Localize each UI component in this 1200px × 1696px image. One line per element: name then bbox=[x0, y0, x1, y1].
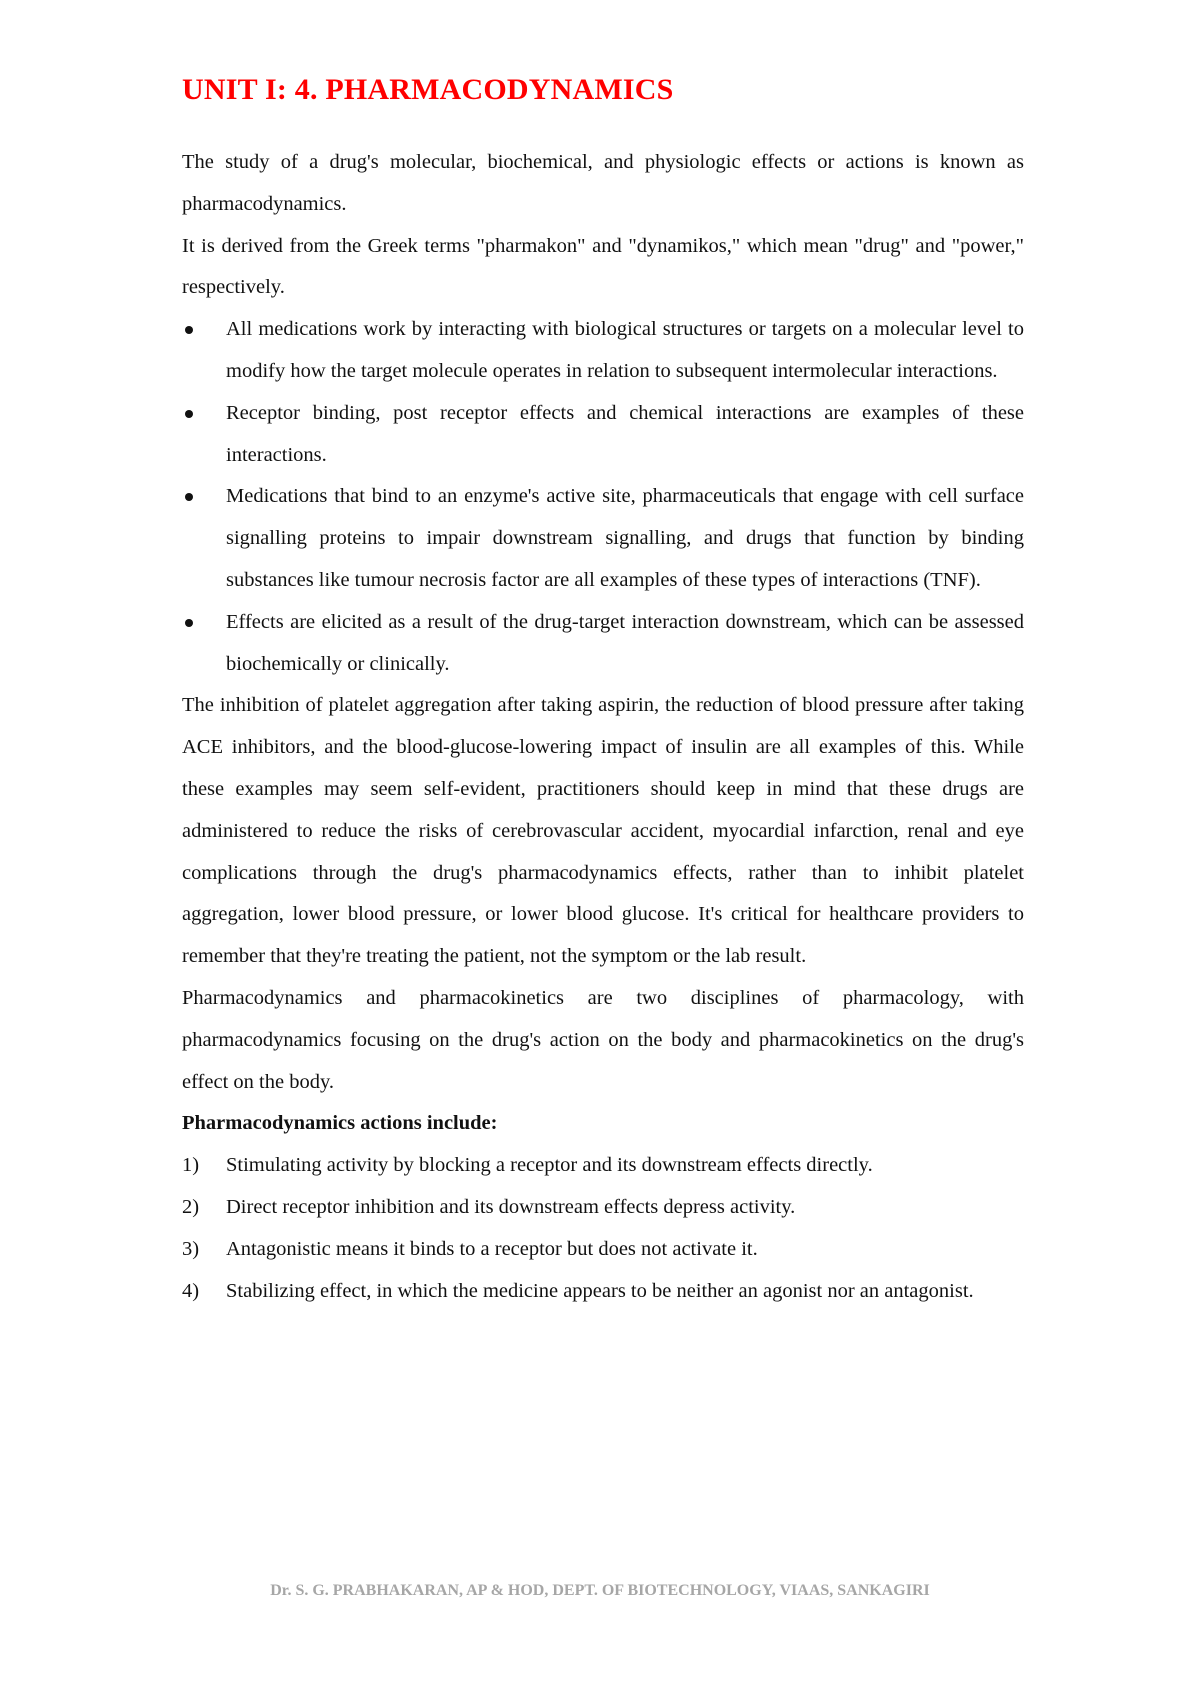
intro-paragraph: It is derived from the Greek terms "pharmakon" and "dynamikos," which mean "drug" and "power," respectively. bbox=[182, 234, 1024, 299]
bullet-list bbox=[182, 309, 1024, 685]
bullet-icon bbox=[185, 326, 193, 334]
list-number: 4) bbox=[182, 1279, 200, 1302]
list-item-text: Medications that bind to an enzyme's active site, pharmaceuticals that engage with cell surface signalling proteins to impair downstream signalling, and drugs that function by binding substances like tumour necrosis factor are all examples of these types of interactions (TNF). bbox=[226, 485, 1024, 591]
section-heading: Pharmacodynamics actions include: bbox=[182, 1112, 498, 1135]
list-item bbox=[182, 393, 1024, 477]
list-number: 2) bbox=[182, 1195, 200, 1218]
list-item bbox=[182, 309, 1024, 393]
list-item bbox=[182, 1187, 1024, 1229]
list-item-text: Antagonistic means it binds to a receptor but does not activate it. bbox=[226, 1237, 758, 1260]
list-item bbox=[182, 476, 1024, 601]
page-footer: Dr. S. G. PRABHAKARAN, AP & HOD, DEPT. OF BIOTECHNOLOGY, VIAAS, SANKAGIRI bbox=[270, 1582, 930, 1599]
list-item bbox=[182, 602, 1024, 686]
list-number: 3) bbox=[182, 1237, 200, 1260]
list-item-text: Effects are elicited as a result of the drug-target interaction downstream, which can be assessed biochemically or clinically. bbox=[226, 610, 1024, 675]
list-item-text: All medications work by interacting with biological structures or targets on a molecular level to modify how the target molecule operates in relation to subsequent intermolecular interactions. bbox=[226, 318, 1024, 382]
page-title: UNIT I: 4. PHARMACODYNAMICS bbox=[182, 73, 674, 106]
list-item bbox=[182, 1229, 1024, 1271]
body-paragraph: Pharmacodynamics and pharmacokinetics are two disciplines of pharmacology, with pharmacodynamics focusing on the drug's action on the body and pharmacokinetics on the drug's effect on the body. bbox=[182, 986, 1024, 1093]
numbered-list bbox=[182, 1145, 1024, 1312]
bullet-icon bbox=[185, 619, 193, 627]
bullet-icon bbox=[185, 410, 193, 418]
list-item bbox=[182, 1271, 1024, 1313]
bullet-icon bbox=[185, 493, 193, 501]
list-item-text: Stabilizing effect, in which the medicine appears to be neither an agonist nor an antagonist. bbox=[226, 1279, 974, 1302]
body-paragraph: The inhibition of platelet aggregation after taking aspirin, the reduction of blood pressure after taking ACE inhibitors, and the blood-glucose-lowering impact of insulin are all examples of this. While these examples may seem self-evident, practitioners should keep in mind that these drugs are administered to reduce the risks of cerebrovascular accident, myocardial infarction, renal and eye complications through the drug's pharmacodynamics effects, rather than to inhibit platelet aggregation, lower blood pressure, or lower blood glucose. It's critical for healthcare providers to remember that they're treating the patient, not the symptom or the lab result. bbox=[182, 694, 1024, 968]
document-page bbox=[182, 70, 1024, 1312]
list-item-text: Stimulating activity by blocking a receptor and its downstream effects directly. bbox=[226, 1154, 873, 1177]
intro-paragraph: The study of a drug's molecular, biochemical, and physiologic effects or actions is known as pharmacodynamics. bbox=[182, 151, 1024, 215]
list-item-text: Direct receptor inhibition and its downstream effects depress activity. bbox=[226, 1195, 796, 1218]
list-item-text: Receptor binding, post receptor effects and chemical interactions are examples of these interactions. bbox=[226, 401, 1024, 466]
list-item bbox=[182, 1145, 1024, 1187]
list-number: 1) bbox=[182, 1154, 200, 1177]
